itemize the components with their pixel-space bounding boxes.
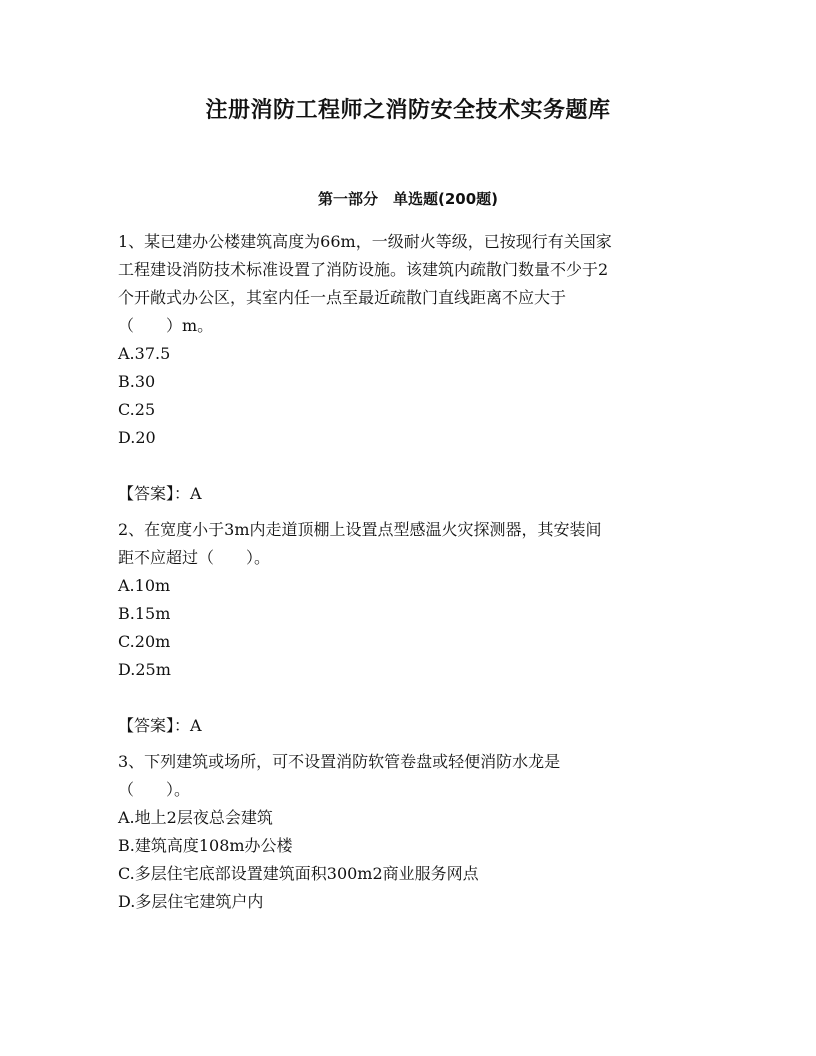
question-stem-line: 工程建设消防技术标准设置了消防设施。该建筑内疏散门数量不少于2 <box>118 260 609 279</box>
spacer <box>118 508 698 516</box>
option-a: A.地上2层夜总会建筑 <box>118 808 273 827</box>
question-3 <box>118 748 698 916</box>
document-title: 注册消防工程师之消防安全技术实务题库 <box>205 98 611 123</box>
option-d: D.多层住宅建筑户内 <box>118 892 264 911</box>
question-stem-line: 个开敞式办公区，其室内任一点至最近疏散门直线距离不应大于 <box>118 288 567 307</box>
option-a: A.10m <box>118 576 171 595</box>
answer-label: 【答案】： <box>118 716 191 735</box>
answer-label: 【答案】： <box>118 484 191 503</box>
question-list <box>118 228 698 916</box>
question-1 <box>118 228 698 516</box>
section-title: 第一部分 单选题(200题) <box>317 190 499 208</box>
option-d: D.20 <box>118 428 156 447</box>
option-b: B.30 <box>118 372 156 391</box>
answer-line <box>118 480 698 508</box>
question-stem-line: 1、某已建办公楼建筑高度为66m，一级耐火等级，已按现行有关国家 <box>118 232 612 251</box>
option-d: D.25m <box>118 660 171 679</box>
spacer <box>118 452 698 480</box>
option-b: B.15m <box>118 604 171 623</box>
option-c: C.25 <box>118 400 156 419</box>
question-stem-line: 2、在宽度小于3m内走道顶棚上设置点型感温火灾探测器，其安装间 <box>118 520 602 539</box>
spacer <box>118 684 698 712</box>
option-a: A.37.5 <box>118 344 171 363</box>
answer-value: A <box>190 716 202 735</box>
answer-line <box>118 712 698 740</box>
spacer <box>118 740 698 748</box>
question-stem-line: （ ）。 <box>118 780 191 799</box>
question-stem-line: （ ）m。 <box>118 316 214 335</box>
question-2 <box>118 516 698 748</box>
answer-value: A <box>190 484 202 503</box>
option-c: C.20m <box>118 632 171 651</box>
question-stem-line: 3、下列建筑或场所，可不设置消防软管卷盘或轻便消防水龙是 <box>118 752 561 771</box>
question-stem-line: 距不应超过（ ）。 <box>118 548 271 567</box>
option-c: C.多层住宅底部设置建筑面积300m2商业服务网点 <box>118 864 479 883</box>
option-b: B.建筑高度108m办公楼 <box>118 836 293 855</box>
